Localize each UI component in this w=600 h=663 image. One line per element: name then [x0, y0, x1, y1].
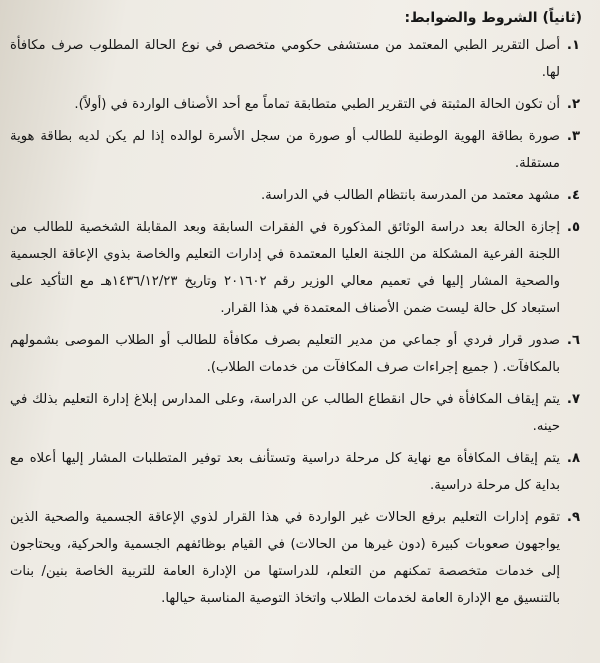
condition-item-5	[10, 214, 582, 322]
item-number: ٣.	[566, 129, 580, 144]
item-text: يتم إيقاف المكافأة في حال انقطاع الطالب عن الدراسة، وعلى المدارس إبلاغ إدارة التعليم بذلك في حينه.	[10, 392, 560, 434]
item-number: ٢.	[566, 97, 580, 112]
item-text: مشهد معتمد من المدرسة بانتظام الطالب في الدراسة.	[260, 188, 560, 203]
item-text: صدور قرار فردي أو جماعي من مدير التعليم بصرف مكافأة للطالب أو الطلاب الموصى بشمولهم بالمكافآت. ( جميع إجراءات صرف المكافآت من خدمات الطلاب).	[10, 333, 560, 375]
item-text: صورة بطاقة الهوية الوطنية للطالب أو صورة من سجل الأسرة لوالده إذا لم يكن لديه بطاقة هوية مستقلة.	[10, 129, 560, 171]
condition-item-3	[10, 123, 582, 177]
item-text: تقوم إدارات التعليم برفع الحالات غير الواردة في هذا القرار لذوي الإعاقة الجسمية والصحية الذين يواجهون صعوبات كبيرة (دون غيرها من الحالات) في القيام بوظائفهم الجسمية والحركية، ويحتاجون إلى خدمات متخصصة تمكنهم من التعلم، للدراستها من الإدارة العامة للتربية الخاصة بنين/ بنات بالتنسيق مع الإدارة العامة لخدمات الطلاب واتخاذ التوصية المناسبة حيالها.	[10, 510, 560, 606]
condition-item-9	[10, 504, 582, 612]
item-number: ٥.	[566, 220, 580, 235]
condition-item-2	[10, 91, 582, 118]
item-text: أصل التقرير الطبي المعتمد من مستشفى حكومي متخصص في نوع الحالة المطلوب صرف مكافأة لها.	[10, 38, 560, 80]
condition-item-1	[10, 32, 582, 86]
section-heading: (ثانياً) الشروط والضوابط:	[404, 10, 582, 26]
item-number: ٩.	[566, 510, 580, 525]
item-number: ٨.	[566, 451, 580, 466]
condition-item-4	[10, 182, 582, 209]
item-number: ١.	[566, 38, 580, 53]
item-number: ٦.	[566, 333, 580, 348]
item-number: ٧.	[566, 392, 580, 407]
item-text: أن تكون الحالة المثبتة في التقرير الطبي متطابقة تماماً مع أحد الأصناف الواردة في (أولاً).	[74, 97, 560, 112]
item-text: إجازة الحالة بعد دراسة الوثائق المذكورة في الفقرات السابقة وبعد المقابلة الشخصية للطالب من اللجنة الفرعية المشكلة من اللجنة العليا المعتمدة في إدارات التعليم والخاصة بذوي الإعاقة الجسمية والصحية المشار إليها في تعميم معالي الوزير رقم ٢٠١٦٠٢ وتاريخ ١٤٣٦/١٢/٢٣هـ مع التأكيد على استبعاد كل حالة ليست ضمن الأصناف المعتمدة في هذا القرار.	[10, 220, 560, 316]
condition-item-7	[10, 386, 582, 440]
condition-item-6	[10, 327, 582, 381]
item-text: يتم إيقاف المكافأة مع نهاية كل مرحلة دراسية وتستأنف بعد توفير المتطلبات المشار إليها أعلاه مع بداية كل مرحلة دراسية.	[10, 451, 560, 493]
item-number: ٤.	[566, 188, 580, 203]
condition-item-8	[10, 445, 582, 499]
